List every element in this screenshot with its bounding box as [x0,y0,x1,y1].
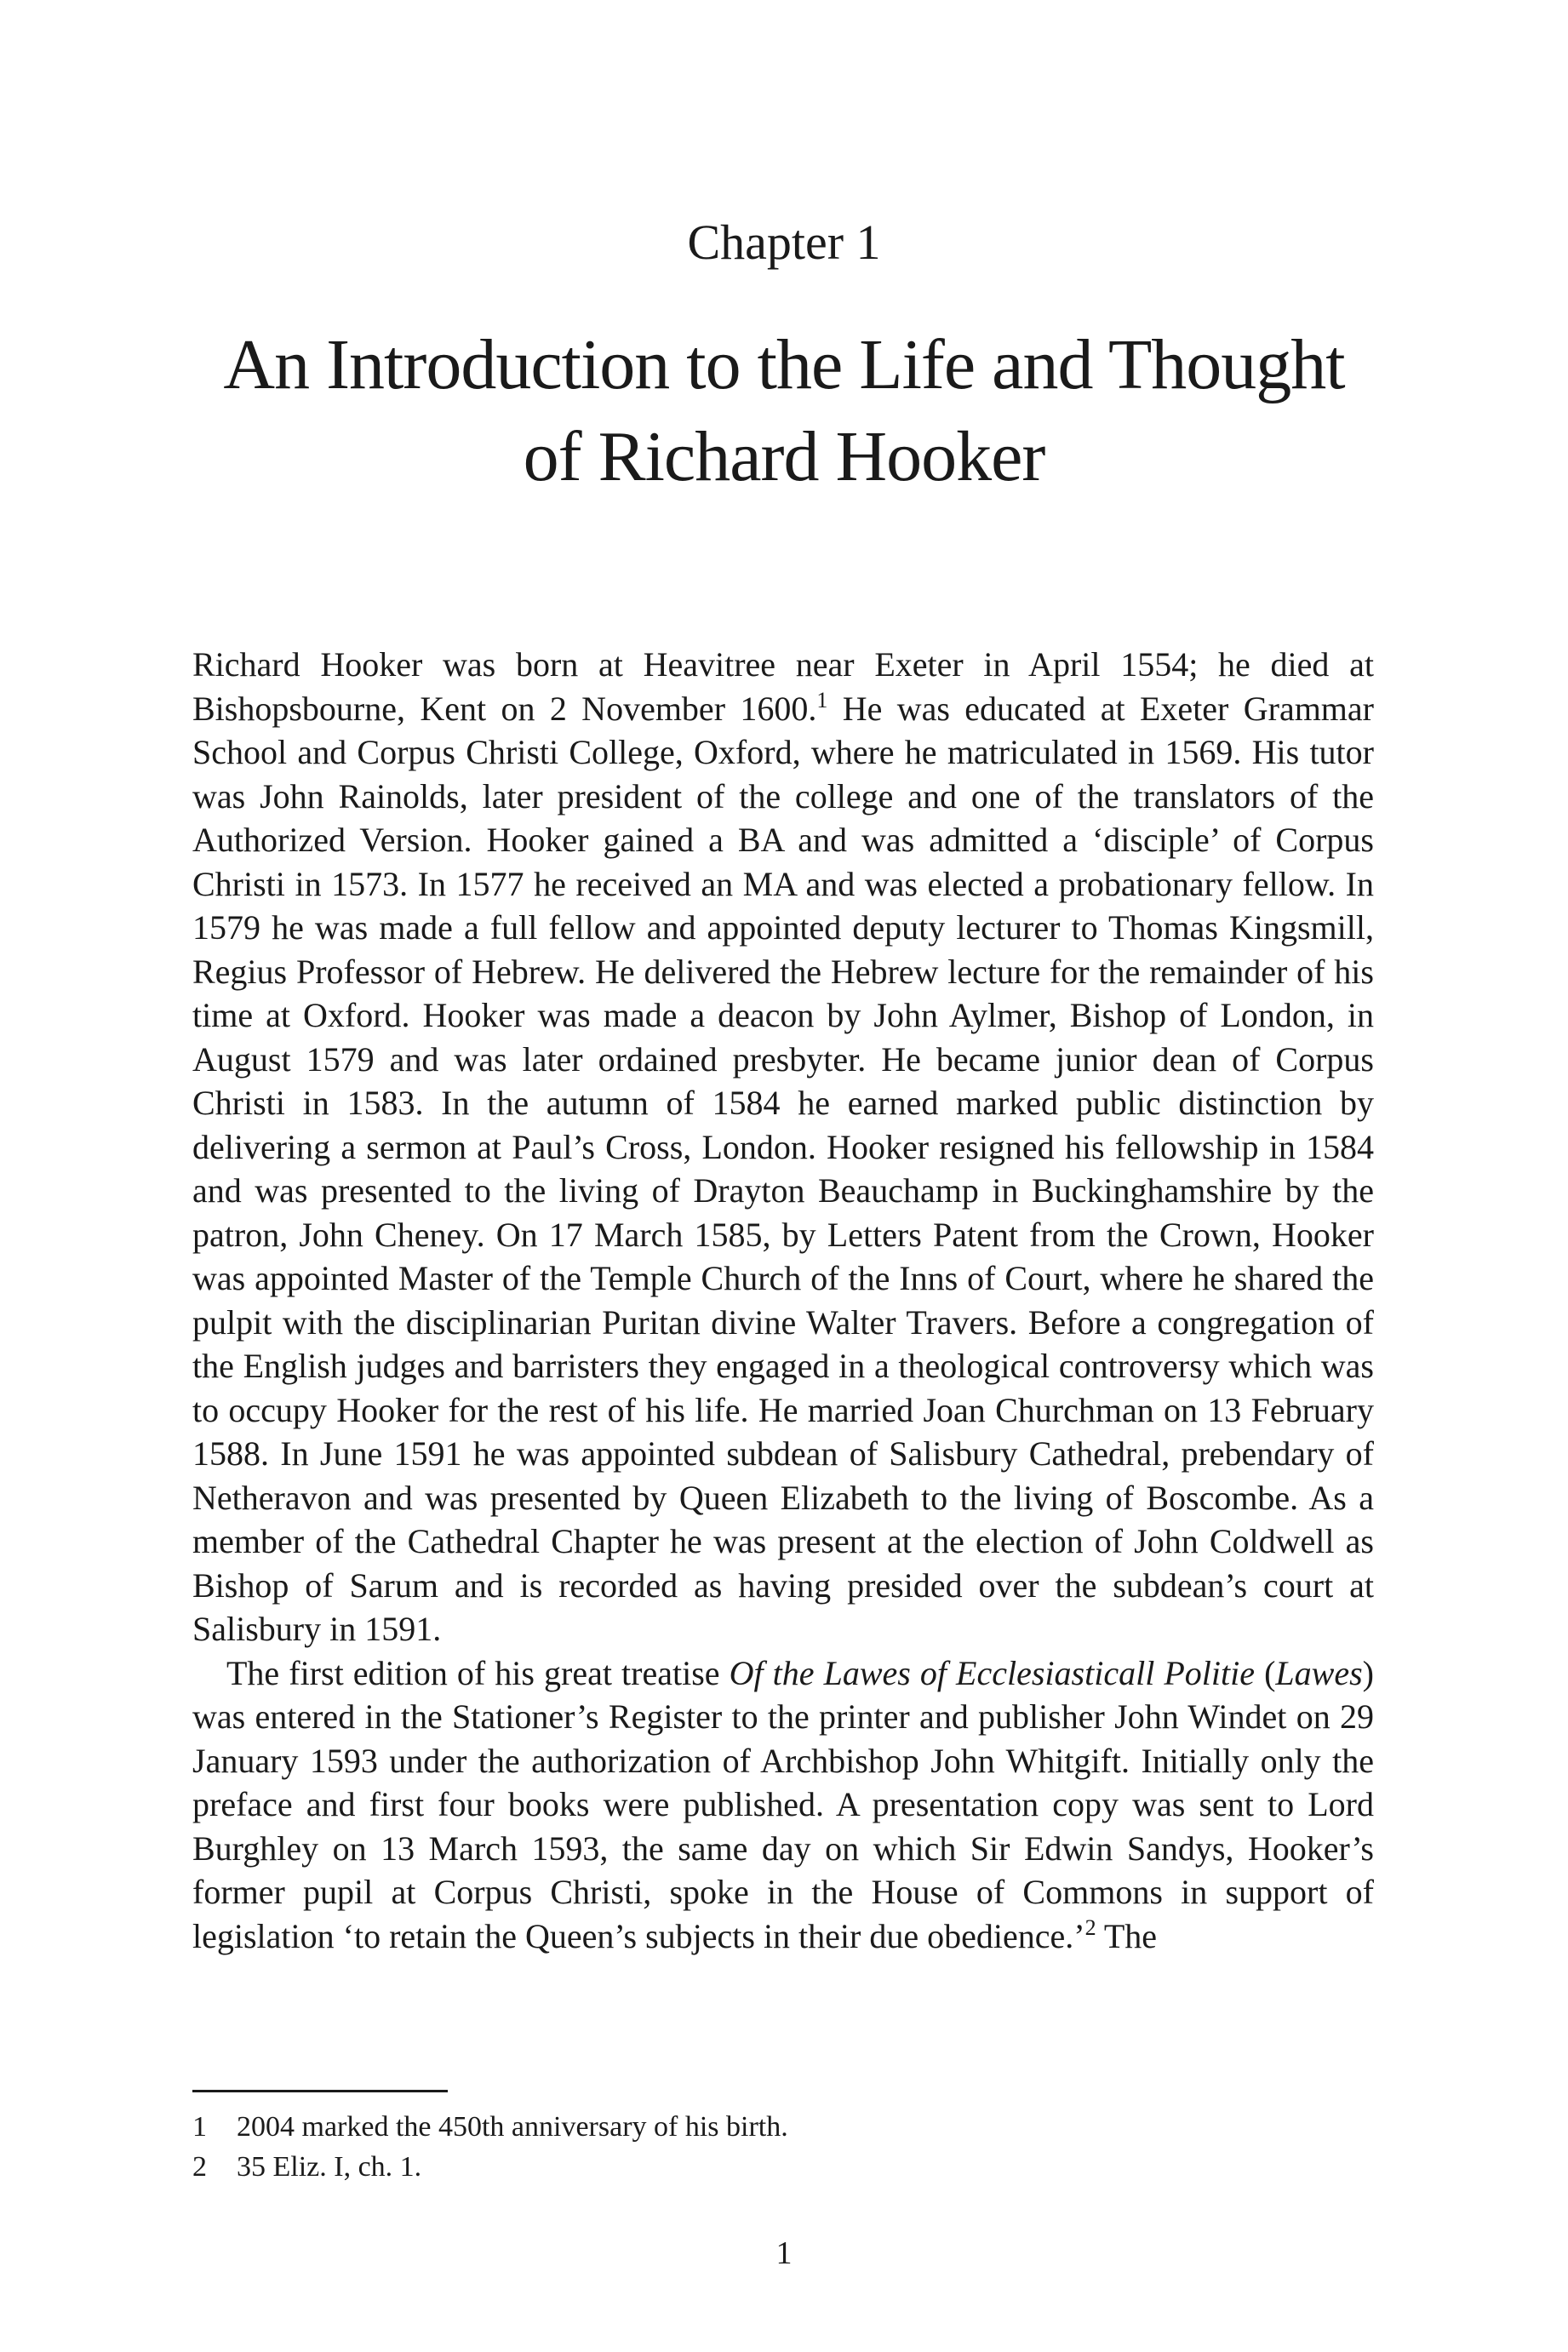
paragraph-2 [192,1651,1374,1959]
footnote-ref-2[interactable]: 2 [1084,1914,1096,1940]
paragraph-1 [192,643,1374,1651]
footnotes [192,2107,1374,2187]
chapter-label: Chapter 1 [687,215,881,270]
treatise-short-title: Lawes [1275,1653,1363,1692]
paragraph-2-part-a: The first edition of his great treatise [226,1653,730,1692]
footnote-text: 35 Eliz. I, ch. 1. [237,2151,422,2183]
footnote-2 [192,2147,1374,2187]
footnote-text: 2004 marked the 450th anniversary of his birth. [237,2111,788,2143]
paragraph-1-part-b: He was educated at Exeter Grammar School and Corpus Christi College, Oxford, where he matriculated in 1569. His tutor was John Rainolds, later president of the college and one of the translators of the Authorized Version. Hooker gained a BA and was admitted a ‘disciple’ of Corpus Christi in 1573. In 1577 he received an MA and was elected a probationary fellow. In 1579 he was made a full fellow and appointed deputy lecturer to Thomas Kingsmill, Regius Professor of Hebrew. He delivered the Hebrew lecture for the remainder of his time at Oxford. Hooker was made a deacon by John Aylmer, Bishop of London, in August 1579 and was later ordained presbyter. He became junior dean of Corpus Christi in 1583. In the autumn of 1584 he earned marked public distinction by delivering a sermon at Paul’s Cross, London. Hooker resigned his fellowship in 1584 and was presented to the living of Drayton Beauchamp in Buckinghamshire by the patron, John Cheney. On 17 March 1585, by Letters Patent from the Crown, Hooker was appointed Master of the Temple Church of the Inns of Court, where he shared the pulpit with the disciplinarian Puritan divine Walter Travers. Before a congregation of the English judges and barristers they engaged in a theological controversy which was to occupy Hooker for the rest of his life. He married Joan Churchman on 13 February 1588. In June 1591 he was appointed subdean of Salisbury Cathedral, prebendary of Netheravon and was presented by Queen Elizabeth to the living of Boscombe. As a member of the Cathedral Chapter he was present at the election of John Coldwell as Bishop of Sarum and is recorded as having presided over the subdean’s court at Salisbury in 1591. [192,689,1374,1648]
chapter-title-line-2: of Richard Hooker [523,417,1045,496]
chapter-title [136,319,1432,503]
footnote-number: 2 [192,2151,207,2183]
chapter-title-line-1: An Introduction to the Life and Thought [223,325,1345,404]
footnote-number: 1 [192,2111,207,2143]
page-number: 1 [775,2235,793,2271]
paragraph-2-part-b: ( [1255,1653,1276,1692]
paragraph-2-part-d: The [1096,1916,1158,1955]
paragraph-2-part-c: ) was entered in the Stationer’s Register to the printer and publisher John Windet on 29 January 1593 under the authorization of Archbishop John Whitgift. Initially only the preface and first four books were published. A presentation copy was sent to Lord Burghley on 13 March 1593, the same day on which Sir Edwin Sandys, Hooker’s former pupil at Corpus Christi, spoke in the House of Commons in support of legislation ‘to retain the Queen’s subjects in their due obedience.’ [192,1653,1374,1955]
footnote-divider [192,2090,448,2092]
treatise-title: Of the Lawes of Ecclesiasticall Politie [729,1653,1256,1692]
footnote-ref-1[interactable]: 1 [816,687,828,712]
footnote-1 [192,2107,1374,2147]
body-text [192,643,1374,1958]
paragraph-1-part-a: Richard Hooker was born at Heavitree near Exeter in April 1554; he died at Bishopsbourne, Kent on 2 November 1600. [192,645,1374,728]
